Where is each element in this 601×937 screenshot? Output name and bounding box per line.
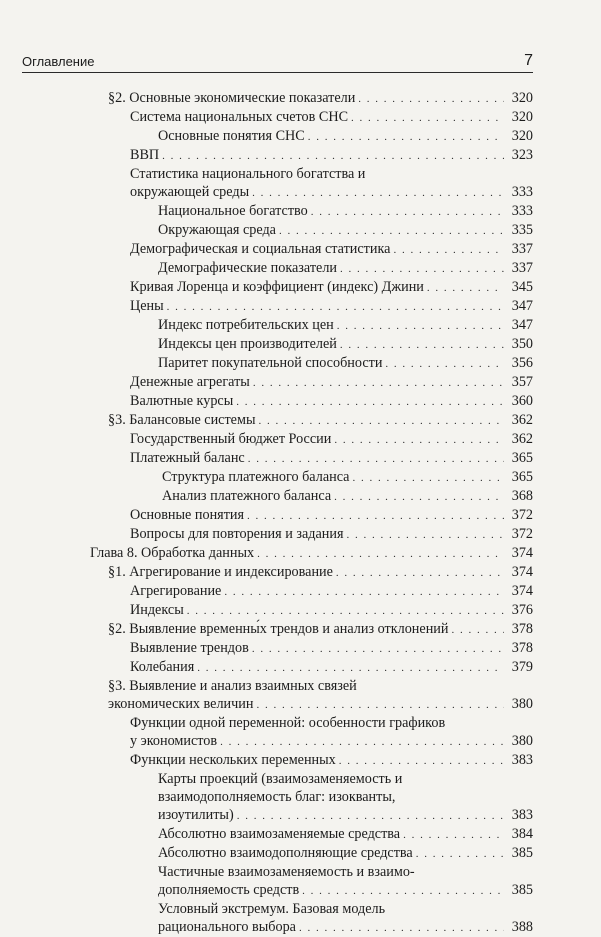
toc-entry (90, 677, 533, 714)
toc-entry-page: 333 (511, 184, 533, 200)
toc-entry-text: Структура платежного баланса (162, 469, 350, 485)
dot-leader (358, 90, 504, 108)
toc-entry-text: Глава 8. Обработка данных (90, 545, 255, 561)
dot-leader (427, 279, 504, 297)
toc-entry-text: §3. Выявление и анализ взаимных связей (108, 678, 357, 694)
toc-entry-page: 362 (511, 431, 533, 447)
toc-entry-text: §2. Выявление временны́х трендов и анализ отклонений (108, 621, 449, 637)
dot-leader (340, 336, 504, 354)
toc-entry-page: 335 (511, 222, 533, 238)
toc-entry-text: Демографическая и социальная статистика (130, 241, 391, 257)
toc-entry-text: Индекс потребительских цен (158, 317, 334, 333)
toc-entry-text: Кривая Лоренца и коэффициент (индекс) Джини (130, 279, 424, 295)
toc-entry (90, 900, 533, 937)
toc-entry-text: взаимодополняемость благ: изокванты, (158, 789, 396, 805)
toc-entry-page: 374 (511, 583, 533, 599)
toc-entry (90, 714, 533, 751)
toc-entry-page: 337 (511, 260, 533, 276)
toc-entry-text: Национальное богатство (158, 203, 308, 219)
dot-leader (257, 545, 504, 563)
toc-entry (90, 544, 533, 563)
toc-entry-text: экономических величин (108, 696, 254, 712)
toc-entry-text: Абсолютно взаимодополняющие средства (158, 845, 413, 861)
toc-entry (90, 392, 533, 411)
toc-entry-text: Основные понятия (130, 507, 245, 523)
toc-entry-page: 384 (511, 826, 533, 842)
toc-entry-page: 356 (511, 355, 533, 371)
toc-entry (90, 620, 533, 639)
toc-entry-page: 347 (511, 298, 533, 314)
toc-entry-text: Карты проекций (взаимозаменяемость и (158, 771, 403, 787)
toc-entry (90, 658, 533, 677)
dot-leader (451, 621, 504, 639)
toc-entry-text: изоутилиты) (158, 807, 234, 823)
toc-entry-page: 378 (511, 640, 533, 656)
toc-entry (90, 297, 533, 316)
toc-entry (90, 449, 533, 468)
toc-entry-page: 357 (511, 374, 533, 390)
toc-entry-page: 320 (511, 128, 533, 144)
toc-entry-page: 337 (511, 241, 533, 257)
toc-entry (90, 202, 533, 221)
toc-entry-page: 347 (511, 317, 533, 333)
running-header (22, 50, 533, 73)
toc-entry (90, 468, 533, 487)
dot-leader (252, 184, 504, 202)
dot-leader (339, 752, 504, 770)
toc-entry-page: 320 (511, 90, 533, 106)
toc-entry-page: 323 (511, 147, 533, 163)
dot-leader (299, 919, 504, 937)
toc-entry-text: Денежные агрегаты (130, 374, 250, 390)
dot-leader (197, 659, 504, 677)
toc-entry (90, 316, 533, 335)
table-of-contents (90, 89, 533, 937)
toc-entry (90, 373, 533, 392)
toc-entry-text: Функции нескольких переменных (130, 752, 336, 768)
dot-leader (308, 128, 504, 146)
dot-leader (340, 260, 504, 278)
toc-entry (90, 825, 533, 844)
toc-entry (90, 863, 533, 900)
toc-entry (90, 487, 533, 506)
toc-entry-text: Абсолютно взаимозаменяемые средства (158, 826, 401, 842)
toc-entry-text: Система национальных счетов СНС (130, 109, 349, 125)
toc-entry-text: Валютные курсы (130, 393, 234, 409)
dot-leader (256, 696, 504, 714)
dot-leader (311, 203, 504, 221)
dot-leader (416, 845, 504, 863)
toc-entry-page: 372 (511, 507, 533, 523)
dot-leader (336, 564, 504, 582)
toc-entry-text: Колебания (130, 659, 195, 675)
toc-entry-page: 380 (511, 733, 533, 749)
toc-entry (90, 506, 533, 525)
toc-entry-text: Паритет покупательной способности (158, 355, 383, 371)
dot-leader (403, 826, 504, 844)
toc-entry (90, 639, 533, 658)
dot-leader (334, 488, 504, 506)
toc-entry-text: §3. Балансовые системы (108, 412, 256, 428)
toc-entry-page: 362 (511, 412, 533, 428)
toc-entry-page: 374 (511, 545, 533, 561)
toc-entry (90, 844, 533, 863)
toc-entry-text: Индексы цен производителей (158, 336, 337, 352)
dot-leader (351, 109, 504, 127)
toc-entry (90, 563, 533, 582)
toc-entry (90, 146, 533, 165)
page-number: 7 (524, 52, 533, 69)
toc-entry (90, 525, 533, 544)
toc-entry-text: Статистика национального богатства и (130, 166, 366, 182)
dot-leader (236, 393, 504, 411)
toc-entry-page: 368 (511, 488, 533, 504)
toc-entry-text: Демографические показатели (158, 260, 337, 276)
toc-entry-page: 383 (511, 752, 533, 768)
dot-leader (337, 317, 504, 335)
toc-entry-page: 365 (511, 469, 533, 485)
toc-entry-text: Условный экстремум. Базовая модель (158, 901, 386, 917)
toc-entry (90, 240, 533, 259)
toc-entry-page: 372 (511, 526, 533, 542)
dot-leader (258, 412, 504, 430)
toc-entry-page: 383 (511, 807, 533, 823)
dot-leader (187, 602, 504, 620)
dot-leader (352, 469, 504, 487)
toc-entry-page: 379 (511, 659, 533, 675)
dot-leader (248, 450, 504, 468)
toc-entry-page: 374 (511, 564, 533, 580)
toc-entry (90, 127, 533, 146)
toc-entry (90, 430, 533, 449)
dot-leader (385, 355, 504, 373)
toc-entry-text: Государственный бюджет России (130, 431, 332, 447)
toc-entry (90, 165, 533, 202)
dot-leader (237, 807, 504, 825)
dot-leader (252, 640, 504, 658)
toc-entry-page: 385 (511, 845, 533, 861)
dot-leader (162, 147, 504, 165)
toc-entry (90, 278, 533, 297)
toc-entry-text: Агрегирование (130, 583, 222, 599)
toc-entry (90, 89, 533, 108)
toc-entry-page: 376 (511, 602, 533, 618)
toc-entry (90, 601, 533, 620)
toc-entry (90, 582, 533, 601)
toc-entry (90, 411, 533, 430)
toc-entry-text: Анализ платежного баланса (162, 488, 332, 504)
toc-entry-text: окружающей среды (130, 184, 250, 200)
toc-entry-text: Окружающая среда (158, 222, 276, 238)
toc-entry-text: Частичные взаимозаменяемость и взаимо- (158, 864, 415, 880)
toc-entry-page: 388 (511, 919, 533, 935)
dot-leader (224, 583, 504, 601)
dot-leader (279, 222, 504, 240)
toc-entry-text: Основные понятия СНС (158, 128, 305, 144)
toc-entry-text: §2. Основные экономические показатели (108, 90, 356, 106)
running-header-title: Оглавление (22, 54, 95, 69)
toc-entry-text: §1. Агрегирование и индексирование (108, 564, 333, 580)
toc-entry (90, 770, 533, 825)
toc-entry-text: Цены (130, 298, 164, 314)
toc-entry-page: 345 (511, 279, 533, 295)
toc-entry-page: 360 (511, 393, 533, 409)
dot-leader (247, 507, 504, 525)
toc-entry-text: Индексы (130, 602, 184, 618)
toc-entry (90, 751, 533, 770)
toc-entry-text: Выявление трендов (130, 640, 249, 656)
toc-entry-page: 350 (511, 336, 533, 352)
dot-leader (347, 526, 505, 544)
toc-entry-page: 378 (511, 621, 533, 637)
toc-entry-text: у экономистов (130, 733, 218, 749)
toc-entry-text: ВВП (130, 147, 160, 163)
dot-leader (302, 882, 504, 900)
toc-entry-text: Платежный баланс (130, 450, 245, 466)
dot-leader (220, 733, 504, 751)
toc-entry-page: 365 (511, 450, 533, 466)
toc-entry (90, 221, 533, 240)
dot-leader (393, 241, 504, 259)
toc-entry-text: Функции одной переменной: особенности графиков (130, 715, 446, 731)
toc-entry-page: 380 (511, 696, 533, 712)
toc-entry-page: 385 (511, 882, 533, 898)
toc-entry (90, 354, 533, 373)
toc-entry (90, 335, 533, 354)
toc-entry (90, 108, 533, 127)
toc-entry-text: Вопросы для повторения и задания (130, 526, 344, 542)
toc-entry-page: 320 (511, 109, 533, 125)
dot-leader (253, 374, 504, 392)
toc-entry-page: 333 (511, 203, 533, 219)
toc-entry-text: дополняемость средств (158, 882, 300, 898)
dot-leader (167, 298, 504, 316)
dot-leader (334, 431, 504, 449)
toc-entry-text: рационального выбора (158, 919, 296, 935)
toc-entry (90, 259, 533, 278)
